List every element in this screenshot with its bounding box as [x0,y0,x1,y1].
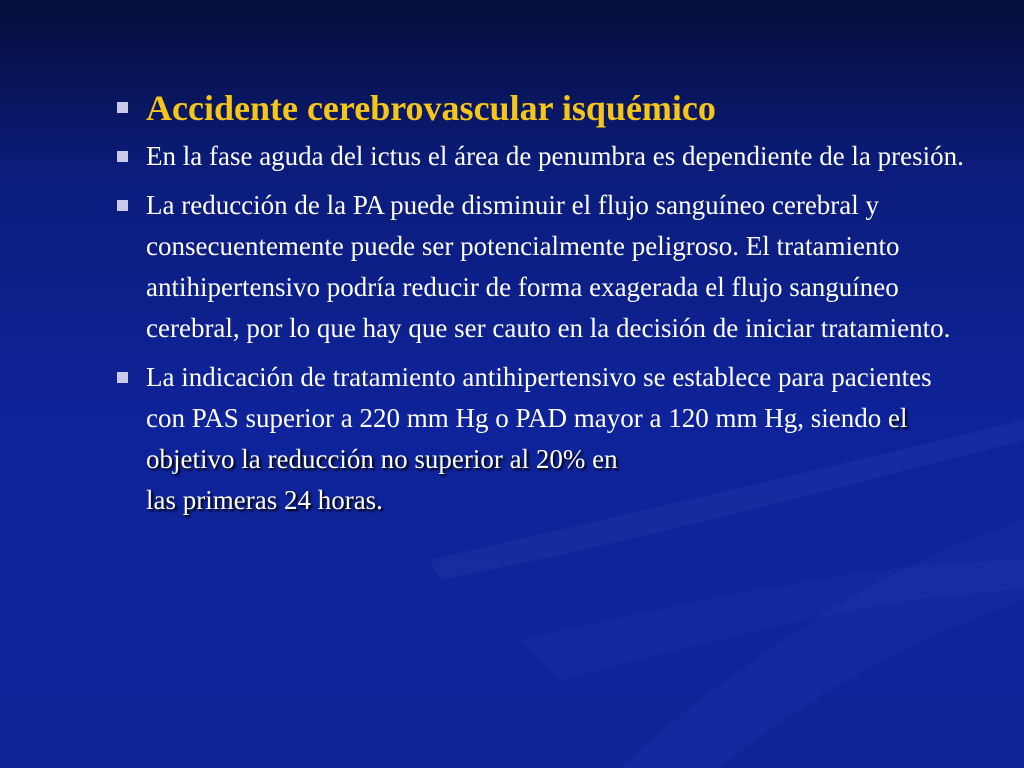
bullet-text-3-emphasis-1: el objetivo la reducción no superior al 20% en [146,403,908,474]
slide-content [112,86,972,529]
bullet-text-1: En la fase aguda del ictus el área de penumbra es dependiente de la presión. [146,141,964,171]
bullet-text-3-emphasis-2: las primeras 24 horas. [146,485,383,515]
slide-heading-item [112,86,972,130]
square-bullet-icon [117,372,128,383]
bullet-text-2: La reducción de la PA puede disminuir el flujo sanguíneo cerebral y consecuentemente puede ser potencialmente peligroso. El tratamiento antihipertensivo podría reducir de forma exagerada el flujo sanguíneo cerebral, por lo que hay que ser cauto en la decisión de iniciar tratamiento. [146,190,951,343]
square-bullet-icon [117,102,128,113]
bullet-item-2 [112,185,972,349]
square-bullet-icon [117,151,128,162]
bullet-item-3 [112,357,972,521]
bullet-text-3-plain: La indicación de tratamiento antihipertensivo se establece para pacientes con PAS superior a 220 mm Hg o PAD mayor a 120 mm Hg, siendo [146,362,932,433]
square-bullet-icon [117,200,128,211]
bullet-item-1 [112,136,972,177]
slide-heading: Accidente cerebrovascular isquémico [146,88,716,128]
